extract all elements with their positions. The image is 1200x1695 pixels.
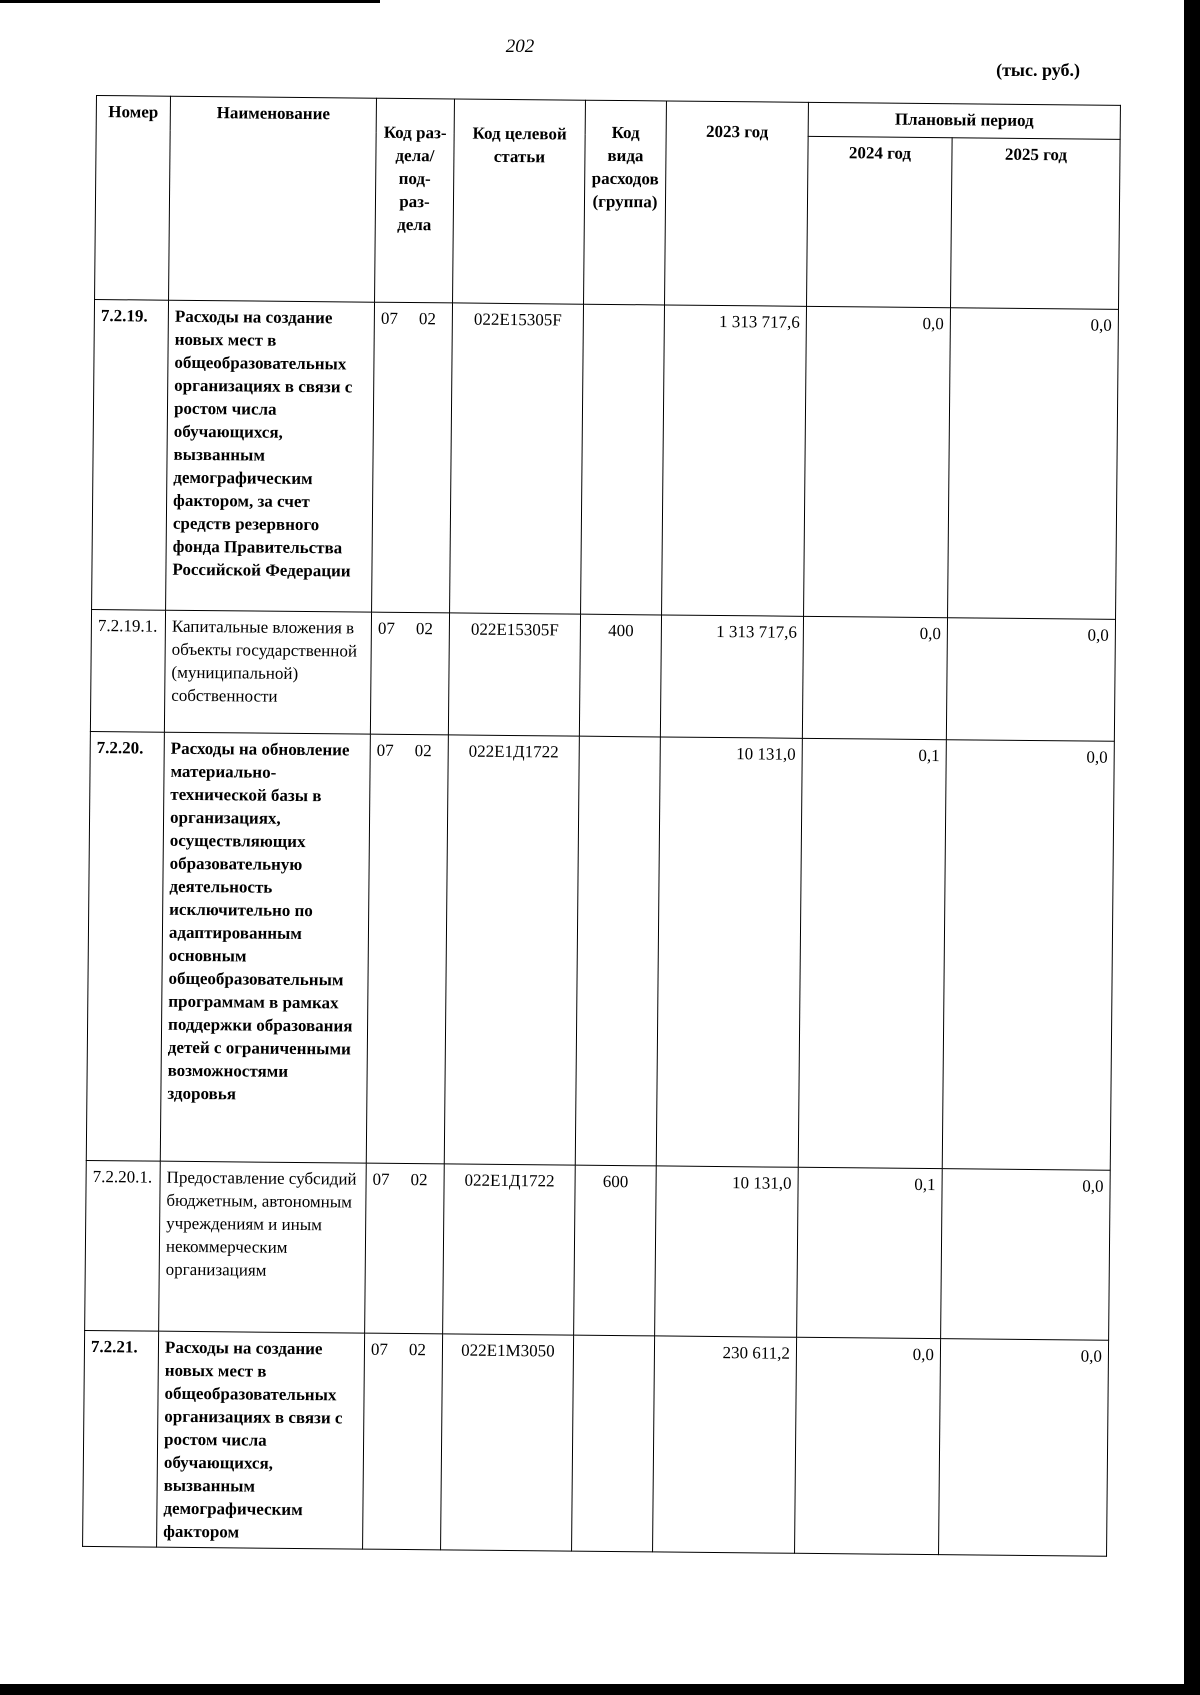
units-label: (тыс. руб.)	[996, 60, 1080, 80]
row-target-code: 022E15305F	[450, 303, 584, 614]
section-code: 07	[372, 1169, 390, 1189]
row-name: Расходы на создание новых мест в общеобразовательных организациях в связи с ростом числа обучающихся, вызванным демографическим фактором, за счет средств резервного фонда Правительства Российской Федерации	[166, 300, 375, 612]
row-amount-2025: 0,0	[948, 308, 1119, 620]
header-section-code: Код раз- дела/ под- раз- дела	[375, 98, 455, 303]
header-2025: 2025 год	[950, 138, 1120, 310]
subsection-code: 02	[414, 741, 432, 761]
header-name: Наименование	[169, 96, 377, 302]
row-target-code: 022E1Д1722	[444, 735, 579, 1165]
table-header	[95, 96, 1121, 310]
row-name: Капитальные вложения в объекты государственной (муниципальной) собственности	[164, 610, 371, 734]
header-2023: 2023 год	[665, 101, 809, 306]
subsection-code: 02	[410, 1170, 428, 1190]
scan-border-bottom	[0, 1684, 1200, 1695]
row-amount-2025: 0,0	[939, 1339, 1109, 1557]
header-2024: 2024 год	[807, 136, 953, 307]
subsection-code: 02	[408, 1340, 427, 1360]
row-amount-2023: 1 313 717,6	[662, 305, 807, 616]
row-amount-2023: 1 313 717,6	[660, 615, 803, 738]
row-amount-2024: 0,0	[795, 1337, 941, 1554]
row-amount-2024: 0,0	[804, 306, 951, 617]
row-amount-2023: 10 131,0	[656, 737, 802, 1167]
row-number: 7.2.20.1.	[85, 1160, 161, 1331]
row-number: 7.2.20.	[86, 731, 164, 1161]
header-target-code: Код целевой статьи	[453, 99, 586, 304]
table-body	[83, 299, 1119, 1556]
row-expense-type	[575, 736, 660, 1166]
row-target-code: 022E15305F	[448, 613, 580, 736]
row-section-code	[365, 1163, 445, 1334]
row-amount-2023: 10 131,0	[655, 1166, 799, 1337]
subsection-code: 02	[418, 309, 436, 329]
row-name: Расходы на обновление материально-технической базы в организациях, осуществляющих образовательную деятельность исключительно по адаптированным основным общеобразовательным программам в рамках поддержки образования детей с ограниченными возможностями здоровья	[160, 732, 370, 1163]
row-amount-2024: 0,1	[798, 738, 946, 1168]
table-row	[83, 1330, 1109, 1556]
header-expense-type-code: Код вида расходов (группа)	[584, 100, 667, 305]
row-expense-type: 400	[579, 614, 661, 737]
row-name: Расходы на создание новых мест в общеобразовательных организациях в связи с ростом числа обучающихся, вызванным демографическим фактором	[157, 1331, 365, 1549]
row-target-code: 022E1M3050	[441, 1334, 574, 1551]
row-section-code	[372, 302, 453, 613]
row-section-code	[366, 734, 448, 1164]
row-amount-2024: 0,1	[797, 1167, 943, 1338]
table-row	[90, 609, 1115, 741]
row-amount-2025: 0,0	[941, 1169, 1111, 1341]
row-number: 7.2.21.	[83, 1330, 159, 1547]
row-expense-type	[581, 304, 665, 615]
row-number: 7.2.19.	[92, 299, 169, 610]
row-number: 7.2.19.1.	[90, 609, 165, 732]
section-code: 07	[377, 618, 395, 638]
row-expense-type	[572, 1335, 655, 1552]
row-amount-2025: 0,0	[946, 618, 1115, 742]
row-amount-2024: 0,0	[802, 616, 947, 739]
row-amount-2025: 0,0	[942, 740, 1114, 1171]
row-target-code: 022E1Д1722	[443, 1164, 576, 1335]
table-row	[85, 1160, 1111, 1340]
section-code: 07	[370, 1339, 389, 1359]
table-row	[92, 299, 1119, 619]
budget-table	[82, 95, 1121, 1557]
table-row	[86, 731, 1114, 1170]
header-number: Номер	[95, 96, 171, 301]
page-number: 202	[505, 36, 535, 57]
row-section-code	[363, 1333, 443, 1550]
row-amount-2023: 230 611,2	[653, 1336, 797, 1553]
scan-border-right	[1184, 0, 1200, 1695]
row-section-code	[370, 612, 449, 735]
scan-border-top	[0, 0, 380, 3]
row-expense-type: 600	[574, 1165, 657, 1336]
row-name: Предоставление субсидий бюджетным, автономным учреждениям и иным некоммерческим организациям	[159, 1161, 367, 1333]
section-code: 07	[380, 308, 398, 328]
subsection-code: 02	[415, 619, 433, 639]
header-planning-period: Плановый период	[808, 102, 1120, 139]
section-code: 07	[376, 740, 394, 760]
